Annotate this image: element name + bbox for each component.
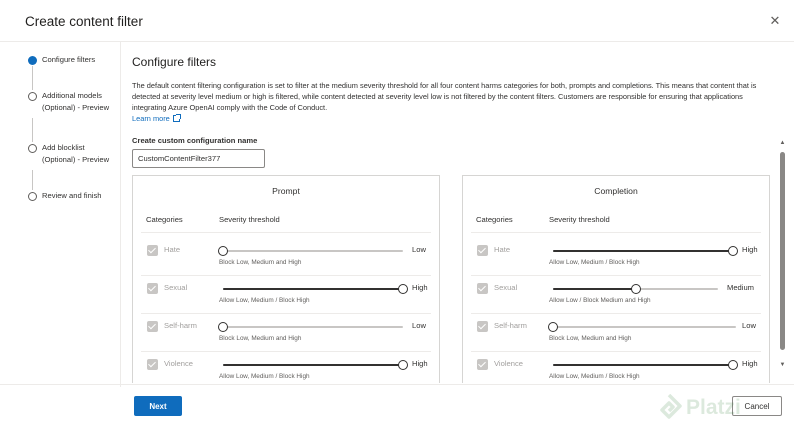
step-connector (32, 170, 33, 190)
description-text: The default content filtering configuration is set to filter at the medium severity threshold for all four content harms categories for both, prompts and completions. This means that content that is detected at severity level medium or high is filtered, while content detected at severity level low is not filtered by the content filters. Customers are responsible for ensuring that applications integrating Azure OpenAI comply with the Code of Conduct. (132, 81, 757, 112)
category-name: Sexual (164, 283, 188, 292)
watermark-text: Platzi (686, 396, 741, 419)
severity-slider[interactable] (223, 250, 403, 252)
severity-level: Low (412, 245, 426, 254)
close-icon[interactable]: ✕ (769, 13, 781, 28)
category-name: Hate (164, 245, 181, 254)
severity-description: Allow Low / Block Medium and High (549, 297, 651, 304)
step-configure-filters[interactable] (28, 54, 116, 66)
main-content (132, 42, 780, 383)
severity-slider[interactable] (223, 288, 403, 290)
panel-title: Completion (594, 186, 638, 196)
checkbox-disabled (477, 283, 488, 294)
scroll-up-icon[interactable]: ▲ (779, 140, 786, 146)
dialog-title: Create content filter (25, 14, 143, 29)
checkbox-disabled (147, 245, 158, 256)
scrollbar-thumb[interactable] (780, 152, 785, 350)
footer-divider (0, 384, 794, 385)
step-label: Review and finish (42, 191, 102, 200)
severity-description: Block Low, Medium and High (549, 335, 632, 342)
categories-header: Categories (476, 215, 513, 224)
step-pending-icon (28, 144, 37, 153)
external-link-icon (173, 115, 180, 122)
slider-thumb[interactable] (728, 246, 738, 256)
step-additional-models[interactable] (28, 90, 116, 114)
checkbox-disabled (147, 283, 158, 294)
severity-level: Low (742, 321, 756, 330)
severity-description: Block Low, Medium and High (219, 259, 302, 266)
filter-row-sexual (133, 276, 439, 314)
category-name: Self-harm (164, 321, 197, 330)
checkbox-disabled (477, 245, 488, 256)
checkbox-disabled (147, 359, 158, 370)
prompt-panel (132, 175, 440, 383)
severity-level: High (742, 245, 758, 254)
step-label: Additional models (Optional) - Preview (42, 91, 110, 112)
severity-description: Block Low, Medium and High (219, 335, 302, 342)
filter-row-self-harm (463, 314, 769, 352)
sidebar-divider (120, 42, 121, 387)
filter-row-violence (133, 352, 439, 383)
category-name: Violence (494, 359, 523, 368)
slider-thumb[interactable] (728, 360, 738, 370)
vertical-scrollbar[interactable] (780, 140, 785, 368)
filter-row-hate (463, 238, 769, 276)
panel-title: Prompt (272, 186, 300, 196)
step-label: Add blocklist (Optional) - Preview (42, 143, 110, 164)
filter-row-sexual (463, 276, 769, 314)
severity-description: Allow Low, Medium / Block High (219, 373, 310, 380)
severity-slider[interactable] (223, 364, 403, 366)
severity-level: Medium (727, 283, 755, 292)
slider-fill (223, 364, 403, 366)
checkbox-disabled (477, 359, 488, 370)
severity-slider[interactable] (223, 326, 403, 328)
header-divider (471, 232, 761, 233)
categories-header: Categories (146, 215, 183, 224)
severity-slider[interactable] (553, 326, 736, 328)
severity-description: Allow Low, Medium / Block High (549, 259, 640, 266)
severity-slider[interactable] (553, 364, 733, 366)
config-name-input[interactable] (132, 149, 265, 168)
slider-fill (553, 364, 733, 366)
severity-header: Severity threshold (549, 215, 610, 224)
slider-thumb[interactable] (548, 322, 558, 332)
slider-thumb[interactable] (398, 360, 408, 370)
severity-level: High (412, 283, 428, 292)
filter-row-violence (463, 352, 769, 383)
severity-description: Allow Low, Medium / Block High (219, 297, 310, 304)
category-name: Sexual (494, 283, 518, 292)
scroll-down-icon[interactable]: ▼ (779, 362, 786, 368)
filter-row-self-harm (133, 314, 439, 352)
step-label: Configure filters (42, 55, 96, 64)
cancel-button[interactable]: Cancel (732, 396, 782, 416)
severity-level: High (742, 359, 758, 368)
step-active-icon (28, 56, 37, 65)
platzi-logo-icon (656, 394, 682, 422)
wizard-stepper (28, 54, 116, 202)
next-button[interactable]: Next (134, 396, 182, 416)
severity-slider[interactable] (553, 250, 733, 252)
step-pending-icon (28, 92, 37, 101)
slider-thumb[interactable] (631, 284, 641, 294)
learn-more-label: Learn more (132, 114, 170, 123)
slider-fill (553, 288, 636, 290)
severity-description: Allow Low, Medium / Block High (549, 373, 640, 380)
completion-panel (462, 175, 770, 383)
category-name: Self-harm (494, 321, 527, 330)
config-name-label: Create custom configuration name (132, 136, 258, 145)
severity-level: Low (412, 321, 426, 330)
description (132, 80, 772, 124)
header-divider (141, 232, 431, 233)
checkbox-disabled (147, 321, 158, 332)
severity-level: High (412, 359, 428, 368)
slider-fill (223, 288, 403, 290)
slider-thumb[interactable] (218, 322, 228, 332)
severity-slider[interactable] (553, 288, 718, 290)
slider-thumb[interactable] (218, 246, 228, 256)
filter-row-hate (133, 238, 439, 276)
learn-more-link[interactable] (132, 114, 180, 123)
step-connector (32, 66, 33, 90)
slider-fill (553, 250, 733, 252)
category-name: Hate (494, 245, 511, 254)
category-name: Violence (164, 359, 193, 368)
step-add-blocklist[interactable] (28, 142, 116, 166)
slider-thumb[interactable] (398, 284, 408, 294)
checkbox-disabled (477, 321, 488, 332)
page-title: Configure filters (132, 55, 217, 69)
step-pending-icon (28, 192, 37, 201)
step-connector (32, 118, 33, 142)
step-review-and-finish[interactable] (28, 190, 116, 202)
severity-header: Severity threshold (219, 215, 280, 224)
